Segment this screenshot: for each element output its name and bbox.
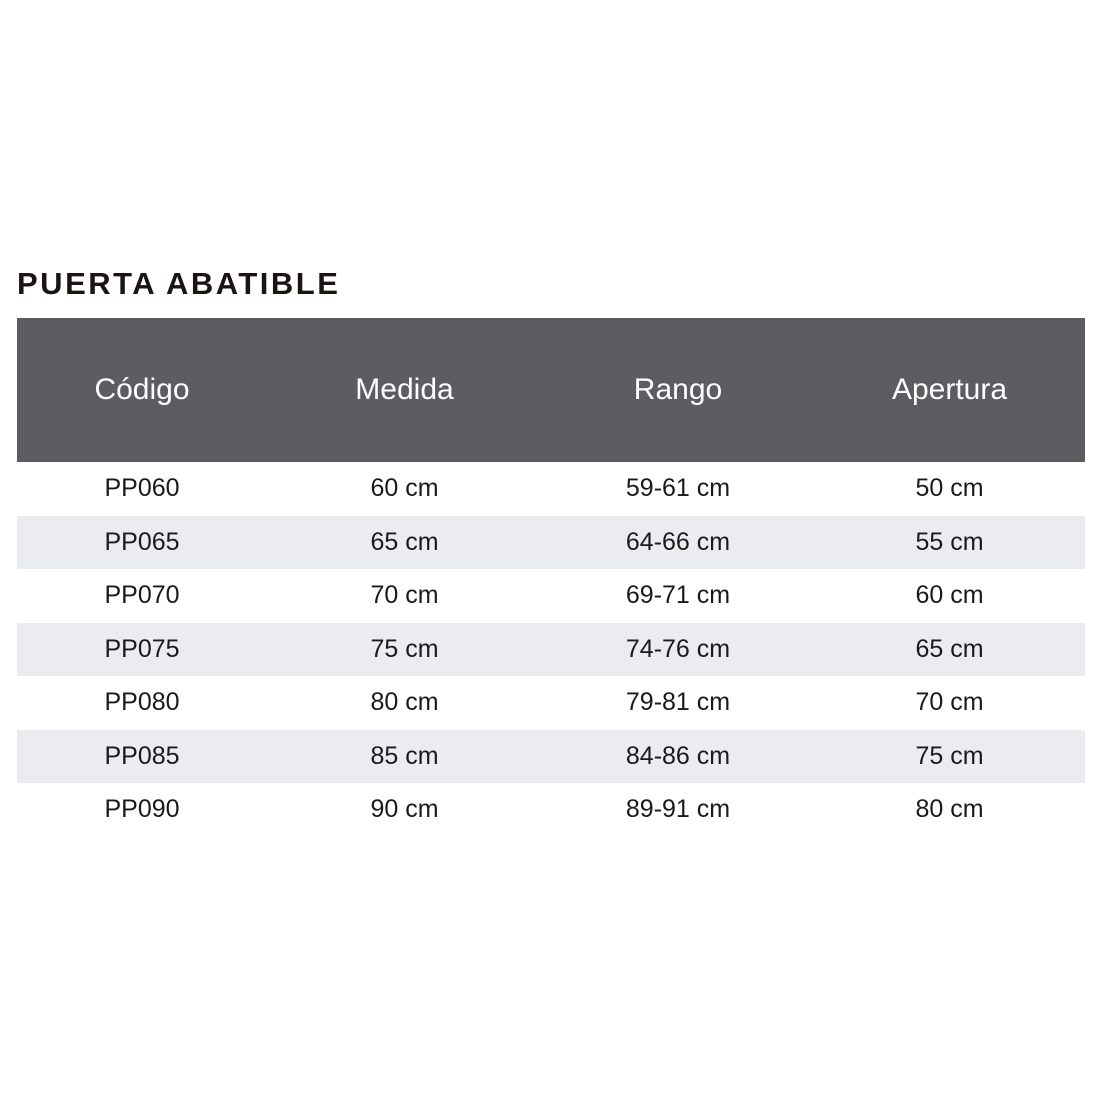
cell-apertura: 80 cm [915, 795, 984, 824]
header-apertura: Apertura [891, 373, 1008, 406]
cell-apertura: 70 cm [915, 688, 984, 717]
table-row [17, 730, 1085, 784]
cell-rango: 79-81 cm [625, 688, 731, 717]
cell-apertura: 75 cm [915, 741, 984, 770]
header-rango: Rango [633, 373, 723, 406]
cell-codigo: PP065 [104, 527, 180, 556]
table-row [17, 516, 1085, 570]
cell-rango: 84-86 cm [625, 741, 731, 770]
cell-medida: 65 cm [370, 527, 439, 556]
cell-rango: 89-91 cm [625, 795, 731, 824]
cell-rango: 64-66 cm [625, 527, 731, 556]
table-row [17, 783, 1085, 837]
cell-medida: 75 cm [370, 634, 439, 663]
cell-apertura: 60 cm [915, 581, 984, 610]
cell-medida: 85 cm [370, 741, 439, 770]
cell-codigo: PP070 [104, 581, 180, 610]
cell-medida: 70 cm [370, 581, 439, 610]
size-table [17, 318, 1085, 837]
table-row [17, 462, 1085, 516]
cell-apertura: 65 cm [915, 634, 984, 663]
cell-medida: 60 cm [370, 474, 439, 503]
table-row [17, 569, 1085, 623]
cell-codigo: PP075 [104, 634, 180, 663]
cell-rango: 74-76 cm [625, 634, 731, 663]
cell-codigo: PP085 [104, 741, 180, 770]
page-title: PUERTA ABATIBLE [17, 266, 341, 301]
table-row [17, 623, 1085, 677]
cell-medida: 80 cm [370, 688, 439, 717]
cell-codigo: PP090 [104, 795, 180, 824]
cell-codigo: PP080 [104, 688, 180, 717]
cell-rango: 59-61 cm [625, 474, 731, 503]
table-header [17, 318, 1085, 462]
cell-apertura: 55 cm [915, 527, 984, 556]
cell-codigo: PP060 [104, 474, 180, 503]
cell-rango: 69-71 cm [625, 581, 731, 610]
table-row [17, 676, 1085, 730]
cell-medida: 90 cm [370, 795, 439, 824]
cell-apertura: 50 cm [915, 474, 984, 503]
header-codigo: Código [94, 373, 190, 406]
header-medida: Medida [355, 373, 454, 406]
